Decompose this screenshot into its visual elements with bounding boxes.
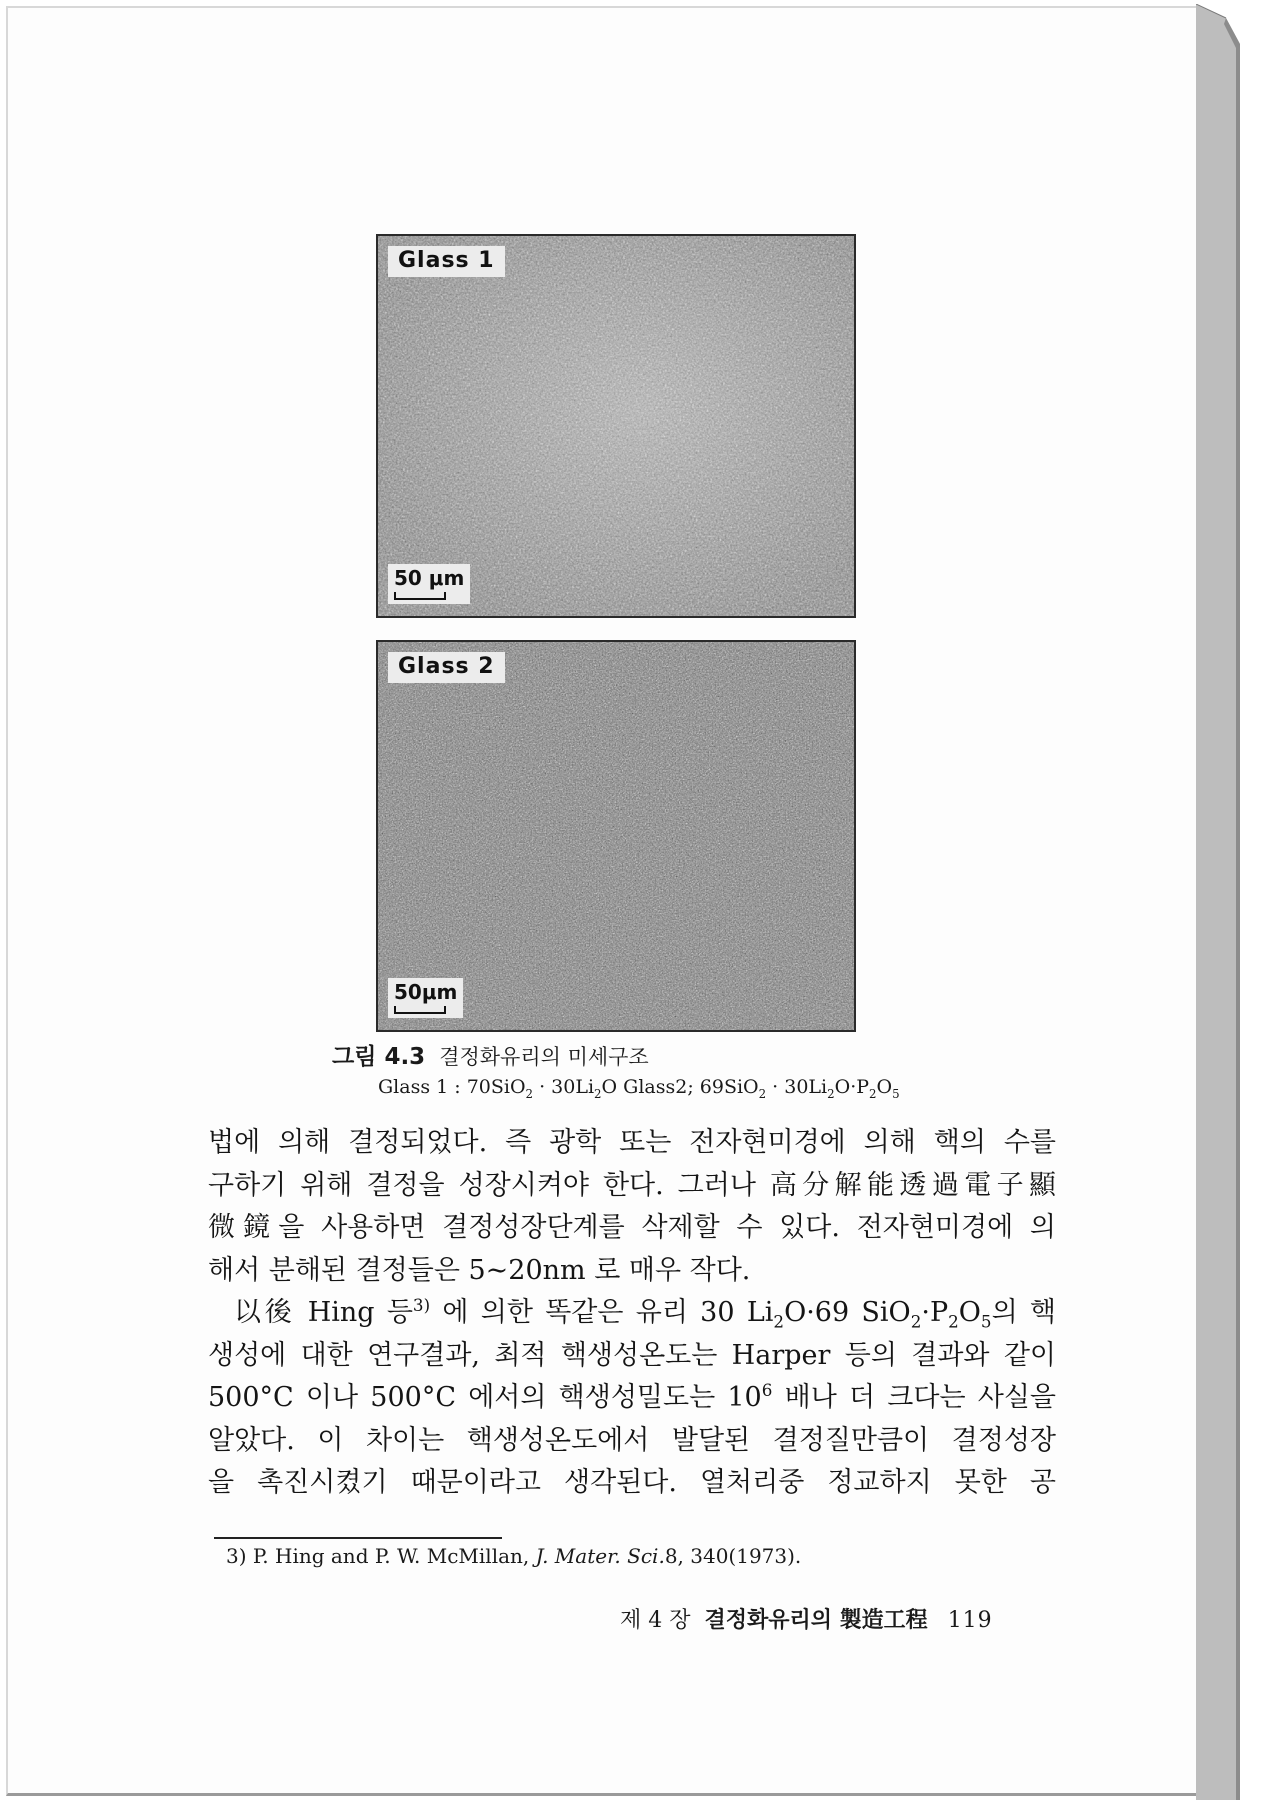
subscript: 2: [773, 1311, 785, 1332]
subscript: 2: [869, 1086, 877, 1101]
micrograph-glass-2: [376, 640, 856, 1032]
text-line: 알았다. 이 차이는 핵생성온도에서 발달된 결정질만큼이 결정성장: [208, 1424, 1056, 1456]
text-line: [208, 1292, 1056, 1335]
page-number: 119: [947, 1608, 993, 1633]
footnote-rule: [214, 1537, 502, 1539]
footnote: [226, 1544, 801, 1568]
scale-bar-label: [388, 978, 463, 1018]
footnote-journal: J. Mater. Sci.: [535, 1544, 665, 1568]
composition-text: O Glass2; 69SiO: [601, 1076, 759, 1098]
subscript: 5: [980, 1311, 992, 1332]
composition-text: · 30Li: [766, 1076, 828, 1098]
panel-label: Glass 1: [388, 246, 505, 277]
subscript: 2: [525, 1086, 534, 1101]
text-line: 을 촉진시켰기 때문이라고 생각된다. 열처리중 정교하지 못한 공: [208, 1467, 1056, 1498]
text-run: 배나 더 크다는 사실을: [772, 1382, 1056, 1413]
scale-bar: [394, 1006, 446, 1014]
footnote-authors: 3) P. Hing and P. W. McMillan,: [226, 1544, 536, 1568]
text-line: [208, 1377, 1056, 1420]
book-page: [6, 6, 1196, 1796]
text-line: 해서 분해된 결정들은 5∼20nm 로 매우 작다.: [208, 1254, 751, 1286]
text-run: ·P: [921, 1297, 949, 1328]
composition-text: Glass 1 : 70SiO: [378, 1076, 526, 1098]
chapter-label: 제 4 장: [620, 1608, 691, 1633]
micrograph-texture: [378, 642, 856, 1032]
scale-text: 50μm: [394, 980, 458, 1004]
subscript: 2: [827, 1086, 835, 1101]
footnote-citation: 8, 340(1973).: [664, 1544, 802, 1568]
micrograph-texture: [378, 236, 856, 618]
panel-label: Glass 2: [388, 652, 505, 683]
text-line: 微鏡을 사용하면 결정성장단계를 삭제할 수 있다. 전자현미경에 의: [208, 1212, 1056, 1243]
figure-title: 결정화유리의 미세구조: [439, 1045, 649, 1069]
text-line: 구하기 위해 결정을 성장시켜야 한다. 그러나 高分解能透過電子顯: [208, 1169, 1056, 1201]
text-run: O·69 SiO: [784, 1297, 911, 1328]
composition-text: O·P: [834, 1076, 870, 1098]
subscript: 2: [910, 1311, 922, 1332]
figure-caption-composition: [378, 1076, 900, 1101]
micrograph-glass-1: [376, 234, 856, 618]
chapter-title: 결정화유리의 製造工程: [704, 1607, 928, 1633]
text-run: 以後 Hing 등: [234, 1297, 413, 1328]
text-line: 법에 의해 결정되었다. 즉 광학 또는 전자현미경에 의해 핵의 수를: [208, 1127, 1056, 1158]
text-run: O: [958, 1297, 981, 1328]
running-footer: [620, 1603, 993, 1634]
footnote-ref: 3): [412, 1295, 431, 1315]
scale-text: 50 μm: [394, 566, 465, 590]
subscript: 5: [892, 1086, 900, 1101]
text-run: 에 의한 똑같은 유리 30 Li: [430, 1297, 774, 1328]
figure-number: 그림 4.3: [332, 1044, 426, 1070]
text-run: 500°C 이나 500°C 에서의 핵생성밀도는 10: [208, 1382, 762, 1413]
body-text: [208, 1122, 1056, 1505]
scale-bar: [394, 592, 446, 600]
scale-bar-label: [388, 564, 470, 604]
subscript: 2: [594, 1086, 602, 1101]
figure-caption: [332, 1038, 649, 1071]
subscript: 2: [948, 1311, 959, 1332]
composition-text: · 30Li: [533, 1076, 595, 1098]
text-line: 생성에 대한 연구결과, 최적 핵생성온도는 Harper 등의 결과와 같이: [208, 1339, 1056, 1371]
superscript: 6: [761, 1380, 773, 1400]
text-run: 의 핵: [991, 1297, 1057, 1328]
composition-text: O: [876, 1076, 893, 1098]
book-edge: [1196, 4, 1248, 1800]
subscript: 2: [758, 1086, 767, 1101]
